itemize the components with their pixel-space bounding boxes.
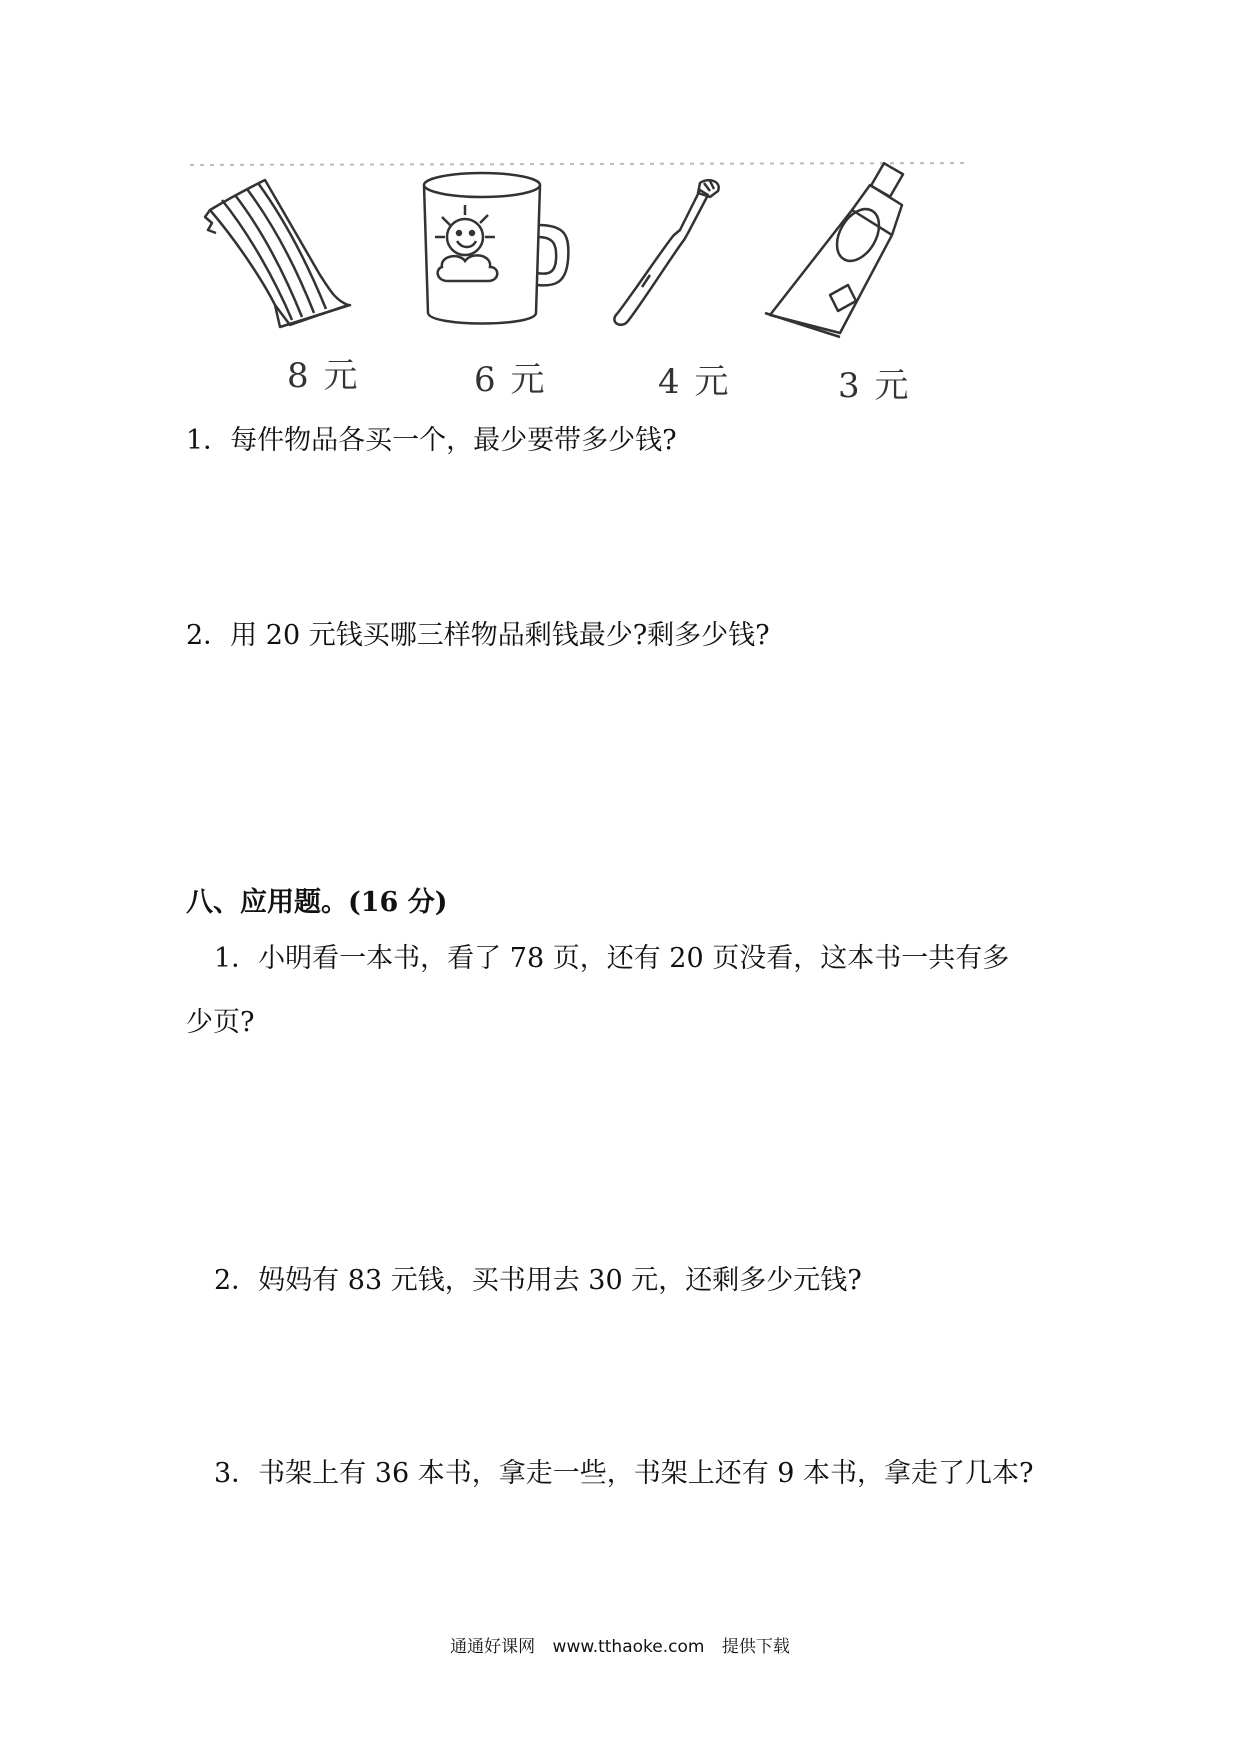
- application-question-1-line-1: 1．小明看一本书，看了 78 页，还有 20 页没看，这本书一共有多: [214, 943, 1010, 974]
- towel-icon: [205, 180, 350, 327]
- footer-suffix: 提供下载: [721, 1637, 790, 1657]
- application-question-1-line-2: 少页?: [186, 1007, 255, 1038]
- shopping-question-2: 2．用 20 元钱买哪三样物品剩钱最少?剩多少钱?: [186, 620, 770, 651]
- toothpaste-icon: [765, 163, 903, 337]
- footer-url[interactable]: www.tthaoke.com: [552, 1637, 705, 1657]
- shopping-question-1: 1．每件物品各买一个，最少要带多少钱?: [186, 425, 677, 456]
- toothbrush-price: 4 元: [658, 362, 731, 402]
- application-question-3: 3．书架上有 36 本书，拿走一些，书架上还有 9 本书，拿走了几本?: [214, 1458, 1034, 1489]
- towel-price: 8 元: [287, 356, 360, 396]
- section-title: 八、应用题。(16 分): [186, 887, 448, 918]
- cup-price: 6 元: [474, 360, 547, 400]
- toothbrush-icon: [614, 180, 718, 325]
- toothpaste-price: 3 元: [838, 366, 911, 406]
- cup-icon: [424, 173, 568, 324]
- footer-site-name: 通通好课网: [450, 1637, 536, 1657]
- application-question-2: 2．妈妈有 83 元钱，买书用去 30 元，还剩多少元钱?: [214, 1265, 862, 1296]
- footer: [0, 1632, 1240, 1657]
